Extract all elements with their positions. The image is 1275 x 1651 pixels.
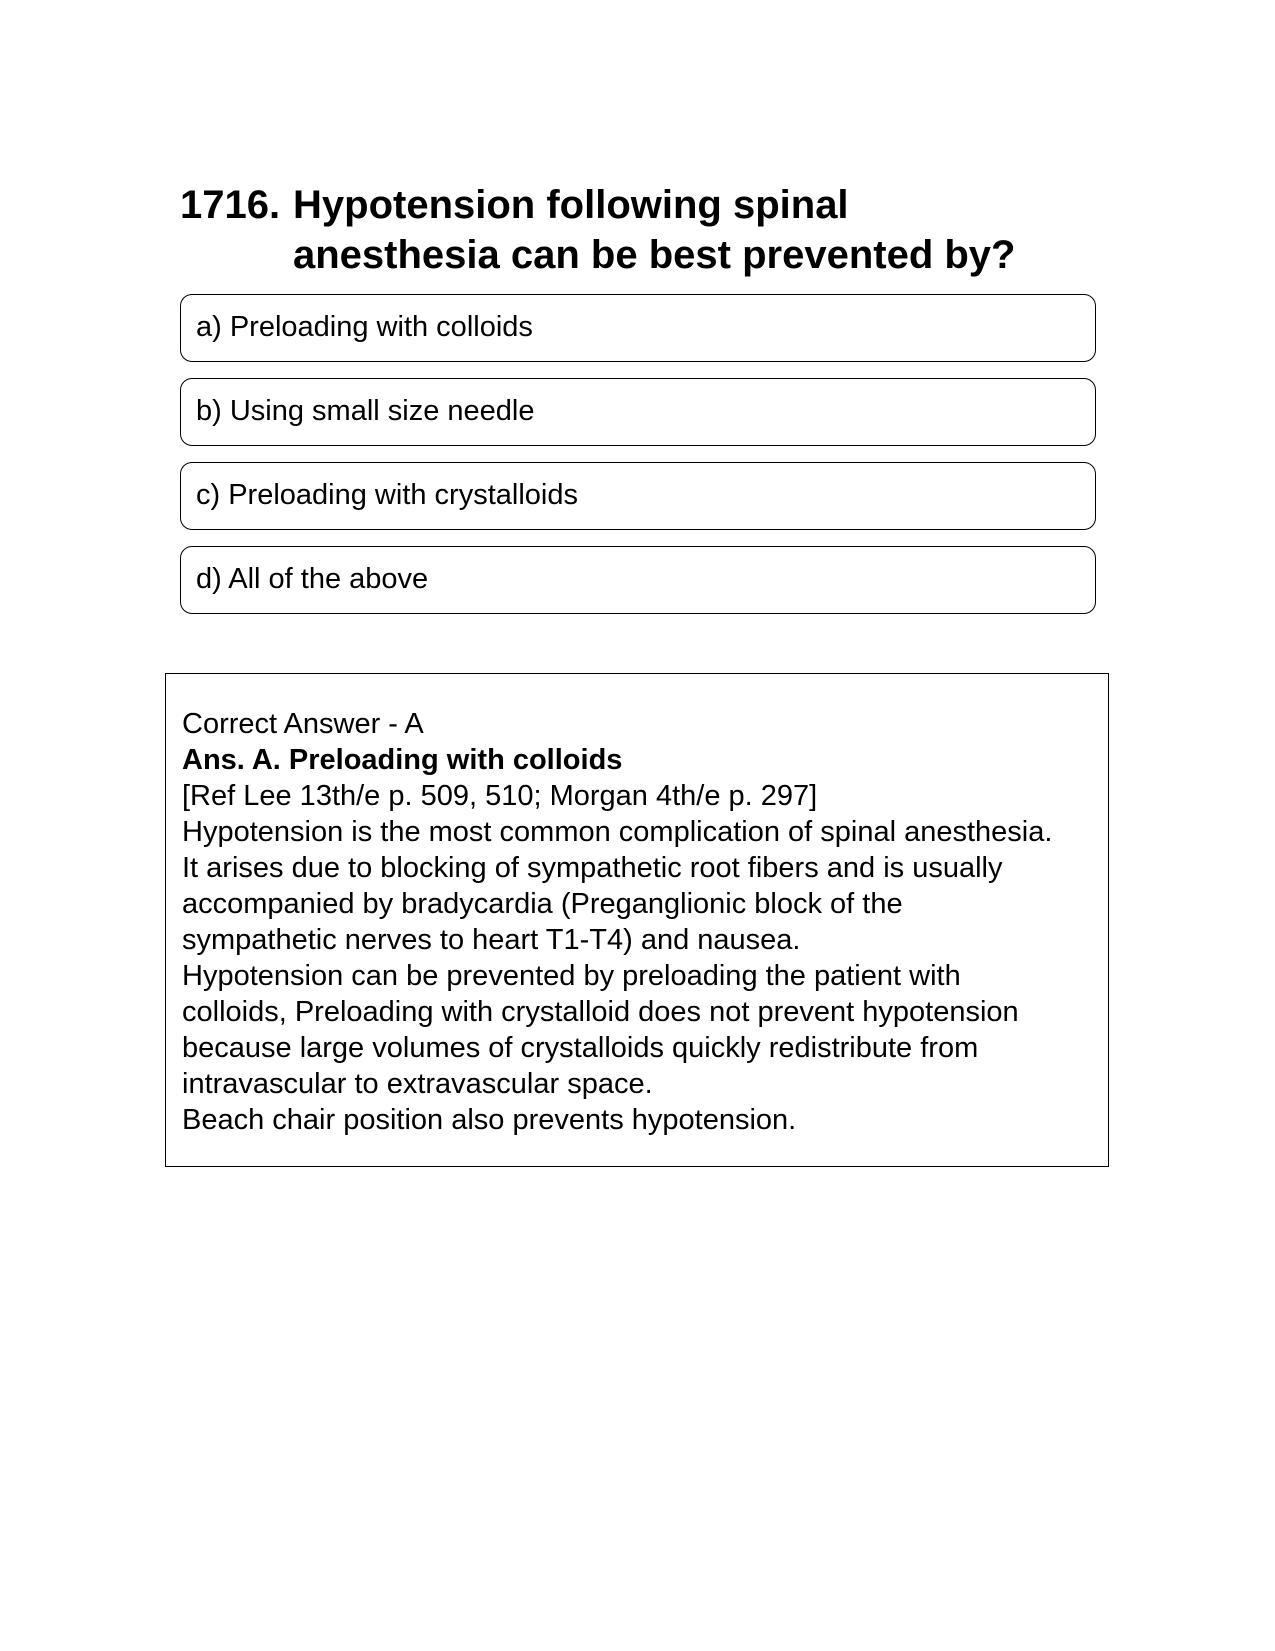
explanation-line: It arises due to blocking of sympathetic root fibers and is usually xyxy=(182,852,1003,884)
question-line: anesthesia can be best prevented by? xyxy=(293,233,1016,277)
explanation-line: sympathetic nerves to heart T1-T4) and nausea. xyxy=(182,924,801,956)
explanation-line: accompanied by bradycardia (Preganglionic block of the xyxy=(182,888,903,920)
option-a[interactable]: a) Preloading with colloids xyxy=(180,294,1096,362)
option-d[interactable]: d) All of the above xyxy=(180,546,1096,614)
option-b[interactable]: b) Using small size needle xyxy=(180,378,1096,446)
explanation-line: because large volumes of crystalloids quickly redistribute from xyxy=(182,1032,979,1064)
answer-reference: [Ref Lee 13th/e p. 509, 510; Morgan 4th/e p. 297] xyxy=(182,780,818,812)
option-c[interactable]: c) Preloading with crystalloids xyxy=(180,462,1096,530)
answer-heading: Ans. A. Preloading with colloids xyxy=(182,744,623,776)
options-list xyxy=(180,294,1096,630)
explanation-line: Hypotension is the most common complication of spinal anesthesia. xyxy=(182,816,1053,848)
question-line: Hypotension following spinal xyxy=(293,183,849,227)
explanation-line: colloids, Preloading with crystalloid does not prevent hypotension xyxy=(182,996,1019,1028)
correct-answer-label: Correct Answer - A xyxy=(182,708,424,740)
explanation-line: Beach chair position also prevents hypotension. xyxy=(182,1104,797,1136)
answer-explanation-box xyxy=(165,673,1109,1167)
question-number: 1716. xyxy=(180,183,281,227)
question-text xyxy=(293,180,1073,280)
explanation-line: Hypotension can be prevented by preloading the patient with xyxy=(182,960,961,992)
question xyxy=(180,180,1080,280)
explanation-line: intravascular to extravascular space. xyxy=(182,1068,653,1100)
